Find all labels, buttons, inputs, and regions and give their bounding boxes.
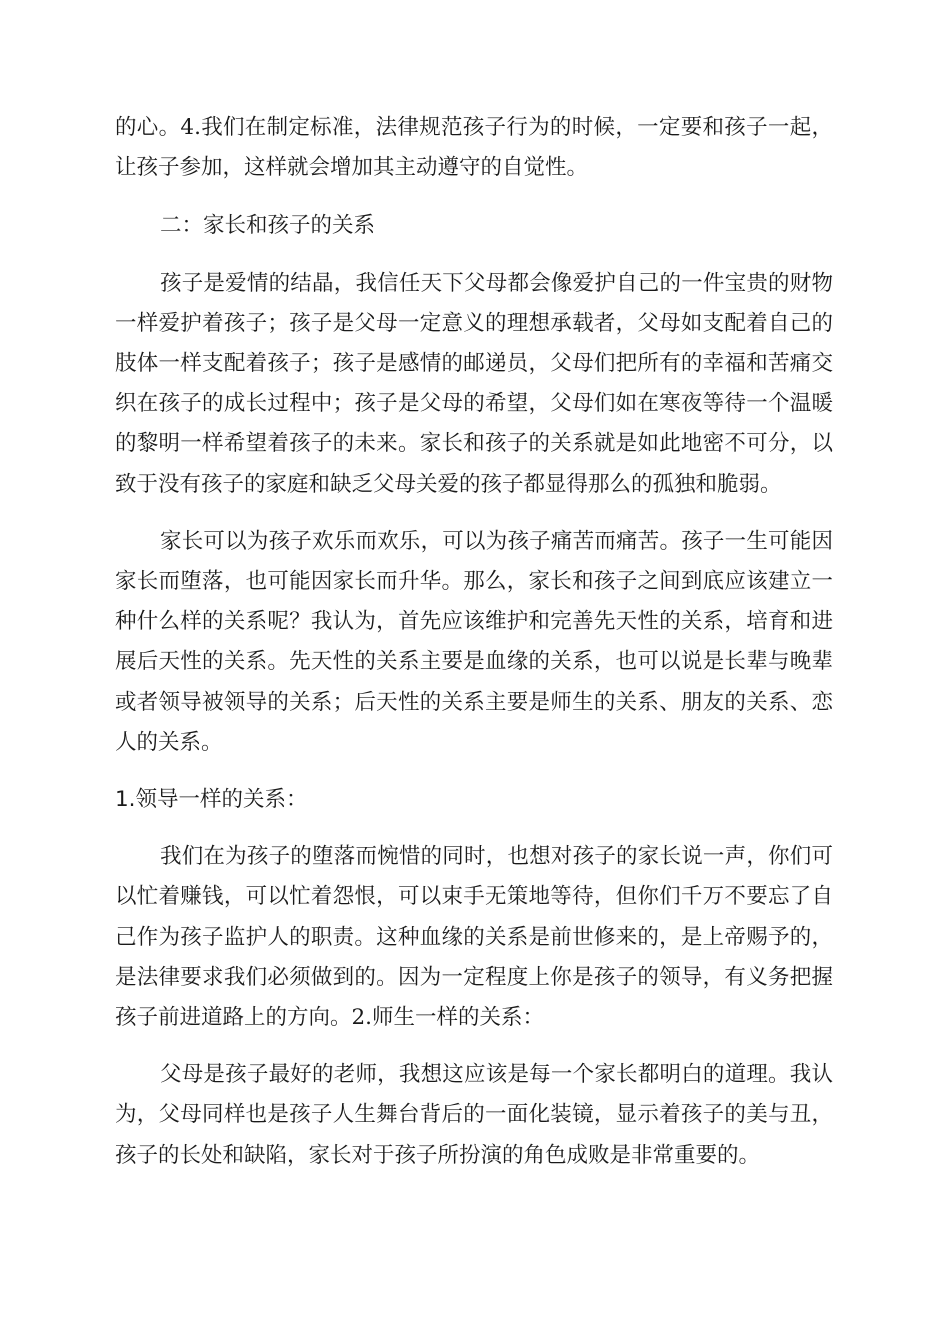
paragraph-relationship-types: 家长可以为孩子欢乐而欢乐，可以为孩子痛苦而痛苦。孩子一生可能因家长而堕落，也可能因家长而升华。那么，家长和孩子之间到底应该建立一种什么样的关系呢？我认为，首先应该维护和完善先天性的关系，培育和进展后天性的关系。先天性的关系主要是血缘的关系，也可以说是长辈与晚辈或者领导被领导的关系；后天性的关系主要是师生的关系、朋友的关系、恋人的关系。 xyxy=(115,528,833,755)
subheading-leader-relationship: 1.领导一样的关系： xyxy=(115,787,308,813)
paragraph-relationship-intro: 孩子是爱情的结晶，我信任天下父母都会像爱护自己的一件宝贵的财物一样爱护着孩子；孩子是父母一定意义的理想承载者，父母如支配着自己的肢体一样支配着孩子；孩子是感情的邮递员，父母们把所有的幸福和苦痛交织在孩子的成长过程中；孩子是父母的希望，父母们如在寒夜等待一个温暖的黎明一样希望着孩子的未来。家长和孩子的关系就是如此地密不可分，以致于没有孩子的家庭和缺乏父母关爱的孩子都显得那么的孤独和脆弱。 xyxy=(115,270,833,497)
document-body xyxy=(115,108,833,1176)
paragraph-leader-relationship: 我们在为孩子的堕落而惋惜的同时，也想对孩子的家长说一声，你们可以忙着赚钱，可以忙着怨恨，可以束手无策地等待，但你们千万不要忘了自己作为孩子监护人的职责。这种血缘的关系是前世修来的，是上帝赐予的，是法律要求我们必须做到的。因为一定程度上你是孩子的领导，有义务把握孩子前进道路上的方向。2.师生一样的关系： xyxy=(115,844,833,1031)
section-heading: 二：家长和孩子的关系 xyxy=(160,213,376,239)
paragraph-continuation: 的心。4.我们在制定标准，法律规范孩子行为的时候，一定要和孩子一起，让孩子参加，这样就会增加其主动遵守的自觉性。 xyxy=(115,115,833,181)
paragraph-teacher-relationship: 父母是孩子最好的老师，我想这应该是每一个家长都明白的道理。我认为，父母同样也是孩子人生舞台背后的一面化装镜，显示着孩子的美与丑，孩子的长处和缺陷，家长对于孩子所扮演的角色成败是非常重要的。 xyxy=(115,1062,833,1168)
